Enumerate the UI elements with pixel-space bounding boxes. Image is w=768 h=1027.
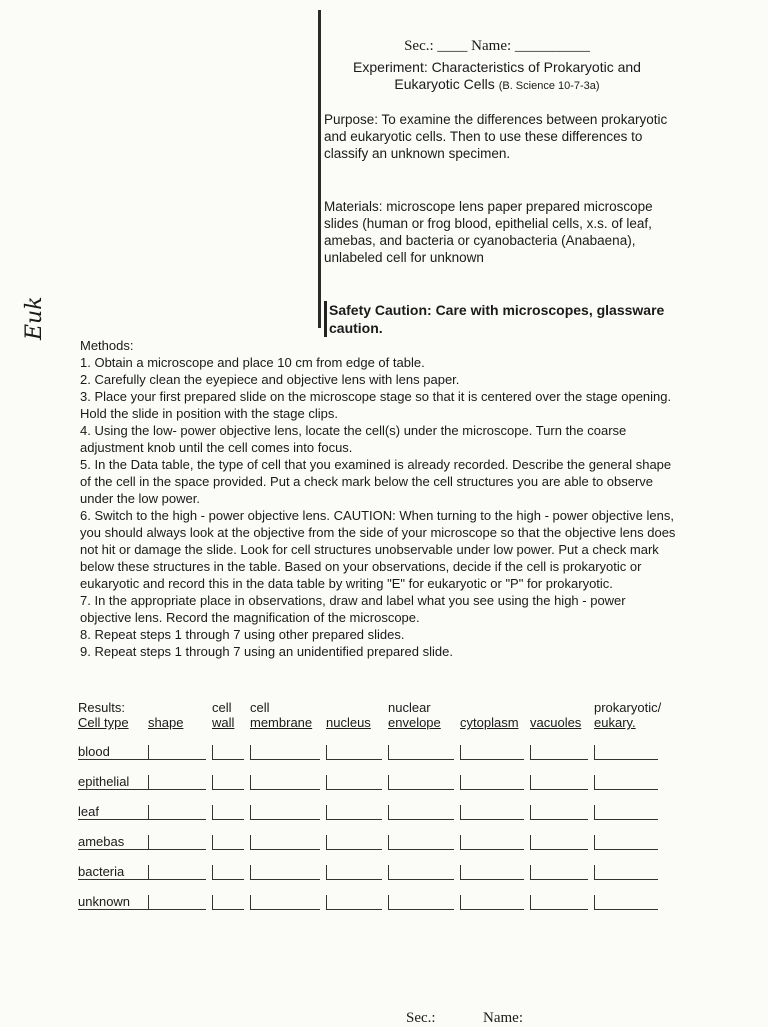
table-row	[78, 760, 664, 790]
column-header: membrane	[250, 715, 313, 730]
column-header: Cell type	[78, 715, 129, 730]
method-step: 9. Repeat steps 1 through 7 using an unidentified prepared slide.	[80, 644, 453, 659]
method-step: 2. Carefully clean the eyepiece and objective lens with lens paper.	[80, 372, 460, 387]
method-step: 8. Repeat steps 1 through 7 using other prepared slides.	[80, 627, 405, 642]
column-header: envelope	[388, 715, 441, 730]
blank-entry-cell[interactable]	[250, 895, 320, 910]
blank-entry-cell[interactable]	[326, 805, 382, 820]
blank-entry-cell[interactable]	[594, 745, 658, 760]
column-header: vacuoles	[530, 715, 582, 730]
column-header: shape	[148, 715, 184, 730]
row-label: leaf	[78, 804, 148, 820]
blank-entry-cell[interactable]	[460, 865, 524, 880]
results-label: Results:	[78, 700, 125, 715]
blank-entry-cell[interactable]	[212, 865, 244, 880]
method-step: 7. In the appropriate place in observations, draw and label what you see using the high - power objective lens. Record the magnification of the microscope.	[80, 593, 626, 625]
margin-rule	[318, 10, 321, 328]
blank-entry-cell[interactable]	[326, 895, 382, 910]
blank-entry-cell[interactable]	[148, 895, 206, 910]
method-step: 3. Place your first prepared slide on the microscope stage so that it is centered over the stage opening. Hold the slide in position with the stage clips.	[80, 389, 672, 421]
materials-paragraph: Materials: microscope lens paper prepared microscope slides (human or frog blood, epithelial cells, x.s. of leaf, amebas, and bacteria or cyanobacteria (Anabaena), unlabeled cell for unknown	[324, 199, 653, 265]
blank-entry-cell[interactable]	[530, 895, 588, 910]
header-cell: cell	[250, 700, 270, 715]
blank-entry-cell[interactable]	[460, 895, 524, 910]
blank-entry-cell[interactable]	[460, 805, 524, 820]
row-label: epithelial	[78, 774, 148, 790]
results-header-row	[78, 700, 664, 715]
table-row	[78, 820, 664, 850]
column-header: cytoplasm	[460, 715, 519, 730]
table-row	[78, 850, 664, 880]
blank-entry-cell[interactable]	[594, 835, 658, 850]
blank-entry-cell[interactable]	[530, 835, 588, 850]
blank-entry-cell[interactable]	[594, 805, 658, 820]
column-header: eukary.	[594, 715, 636, 730]
header-cell: nuclear	[388, 700, 431, 715]
blank-entry-cell[interactable]	[326, 775, 382, 790]
results-table	[78, 700, 664, 910]
sec-name-line: Sec.: ____ Name: __________	[404, 38, 590, 54]
blank-entry-cell[interactable]	[388, 745, 454, 760]
blank-entry-cell[interactable]	[594, 895, 658, 910]
header-cell	[326, 700, 388, 715]
blank-entry-cell[interactable]	[212, 745, 244, 760]
blank-entry-cell[interactable]	[212, 895, 244, 910]
blank-entry-cell[interactable]	[388, 865, 454, 880]
table-row	[78, 790, 664, 820]
blank-entry-cell[interactable]	[148, 865, 206, 880]
blank-entry-cell[interactable]	[250, 805, 320, 820]
experiment-title-line1: Experiment: Characteristics of Prokaryotic and	[353, 59, 641, 75]
blank-entry-cell[interactable]	[148, 835, 206, 850]
blank-entry-cell[interactable]	[388, 775, 454, 790]
row-label: unknown	[78, 894, 148, 910]
blank-entry-cell[interactable]	[212, 805, 244, 820]
header-cell: cell	[212, 700, 232, 715]
blank-entry-cell[interactable]	[326, 865, 382, 880]
blank-entry-cell[interactable]	[148, 805, 206, 820]
blank-entry-cell[interactable]	[148, 775, 206, 790]
blank-entry-cell[interactable]	[388, 895, 454, 910]
row-label: bacteria	[78, 864, 148, 880]
handwritten-margin-note: Euk	[22, 296, 47, 340]
method-step: 4. Using the low- power objective lens, locate the cell(s) under the microscope. Turn the coarse adjustment knob until the cell comes into focus.	[80, 423, 627, 455]
blank-entry-cell[interactable]	[594, 775, 658, 790]
safety-caution: Safety Caution: Care with microscopes, glassware caution.	[324, 301, 679, 337]
blank-entry-cell[interactable]	[594, 865, 658, 880]
blank-entry-cell[interactable]	[250, 775, 320, 790]
header-cell	[148, 700, 212, 715]
blank-entry-cell[interactable]	[530, 865, 588, 880]
blank-entry-cell[interactable]	[388, 805, 454, 820]
blank-entry-cell[interactable]	[326, 835, 382, 850]
footer-name-label: Name:	[483, 1010, 523, 1026]
blank-entry-cell[interactable]	[148, 745, 206, 760]
blank-entry-cell[interactable]	[212, 775, 244, 790]
blank-entry-cell[interactable]	[530, 805, 588, 820]
header-cell	[530, 700, 594, 715]
methods-heading: Methods:	[80, 338, 134, 353]
footer-sec-label: Sec.:	[406, 1010, 436, 1026]
header-cell	[460, 700, 530, 715]
row-label: blood	[78, 744, 148, 760]
table-row	[78, 730, 664, 760]
worksheet-header	[322, 38, 672, 95]
blank-entry-cell[interactable]	[460, 835, 524, 850]
table-row	[78, 880, 664, 910]
blank-entry-cell[interactable]	[212, 835, 244, 850]
blank-entry-cell[interactable]	[460, 775, 524, 790]
method-step: 5. In the Data table, the type of cell that you examined is already recorded. Describe the general shape of the cell in the space provided. Put a check mark below the cell structures you are able to observe under the low power.	[80, 457, 672, 506]
blank-entry-cell[interactable]	[388, 835, 454, 850]
blank-entry-cell[interactable]	[460, 745, 524, 760]
purpose-paragraph: Purpose: To examine the differences between prokaryotic and eukaryotic cells. Then to use these differences to classify an unknown specimen.	[324, 112, 668, 161]
column-header: nucleus	[326, 715, 371, 730]
blank-entry-cell[interactable]	[530, 775, 588, 790]
column-header: wall	[212, 715, 235, 730]
blank-entry-cell[interactable]	[250, 745, 320, 760]
blank-entry-cell[interactable]	[250, 865, 320, 880]
method-step: 6. Switch to the high - power objective lens. CAUTION: When turning to the high - power objective lens, you should always look at the objective from the side of your microscope so that the objective lens does not hit or damage the slide. Look for cell structures unobservable under low power. Put a check mark below these structures in the table. Based on your observations, decide if the cell is prokaryotic or eukaryotic and record this in the data table by writing "E" for eukaryotic or "P" for prokaryotic.	[80, 508, 676, 591]
results-column-headers	[78, 715, 664, 730]
row-label: amebas	[78, 834, 148, 850]
method-step: 1. Obtain a microscope and place 10 cm from edge of table.	[80, 355, 425, 370]
blank-entry-cell[interactable]	[326, 745, 382, 760]
experiment-reference: (B. Science 10-7-3a)	[498, 80, 600, 92]
blank-entry-cell[interactable]	[250, 835, 320, 850]
header-cell: prokaryotic/	[594, 700, 662, 715]
experiment-title-line2: Eukaryotic Cells	[394, 76, 495, 92]
blank-entry-cell[interactable]	[530, 745, 588, 760]
methods-section	[80, 337, 680, 660]
